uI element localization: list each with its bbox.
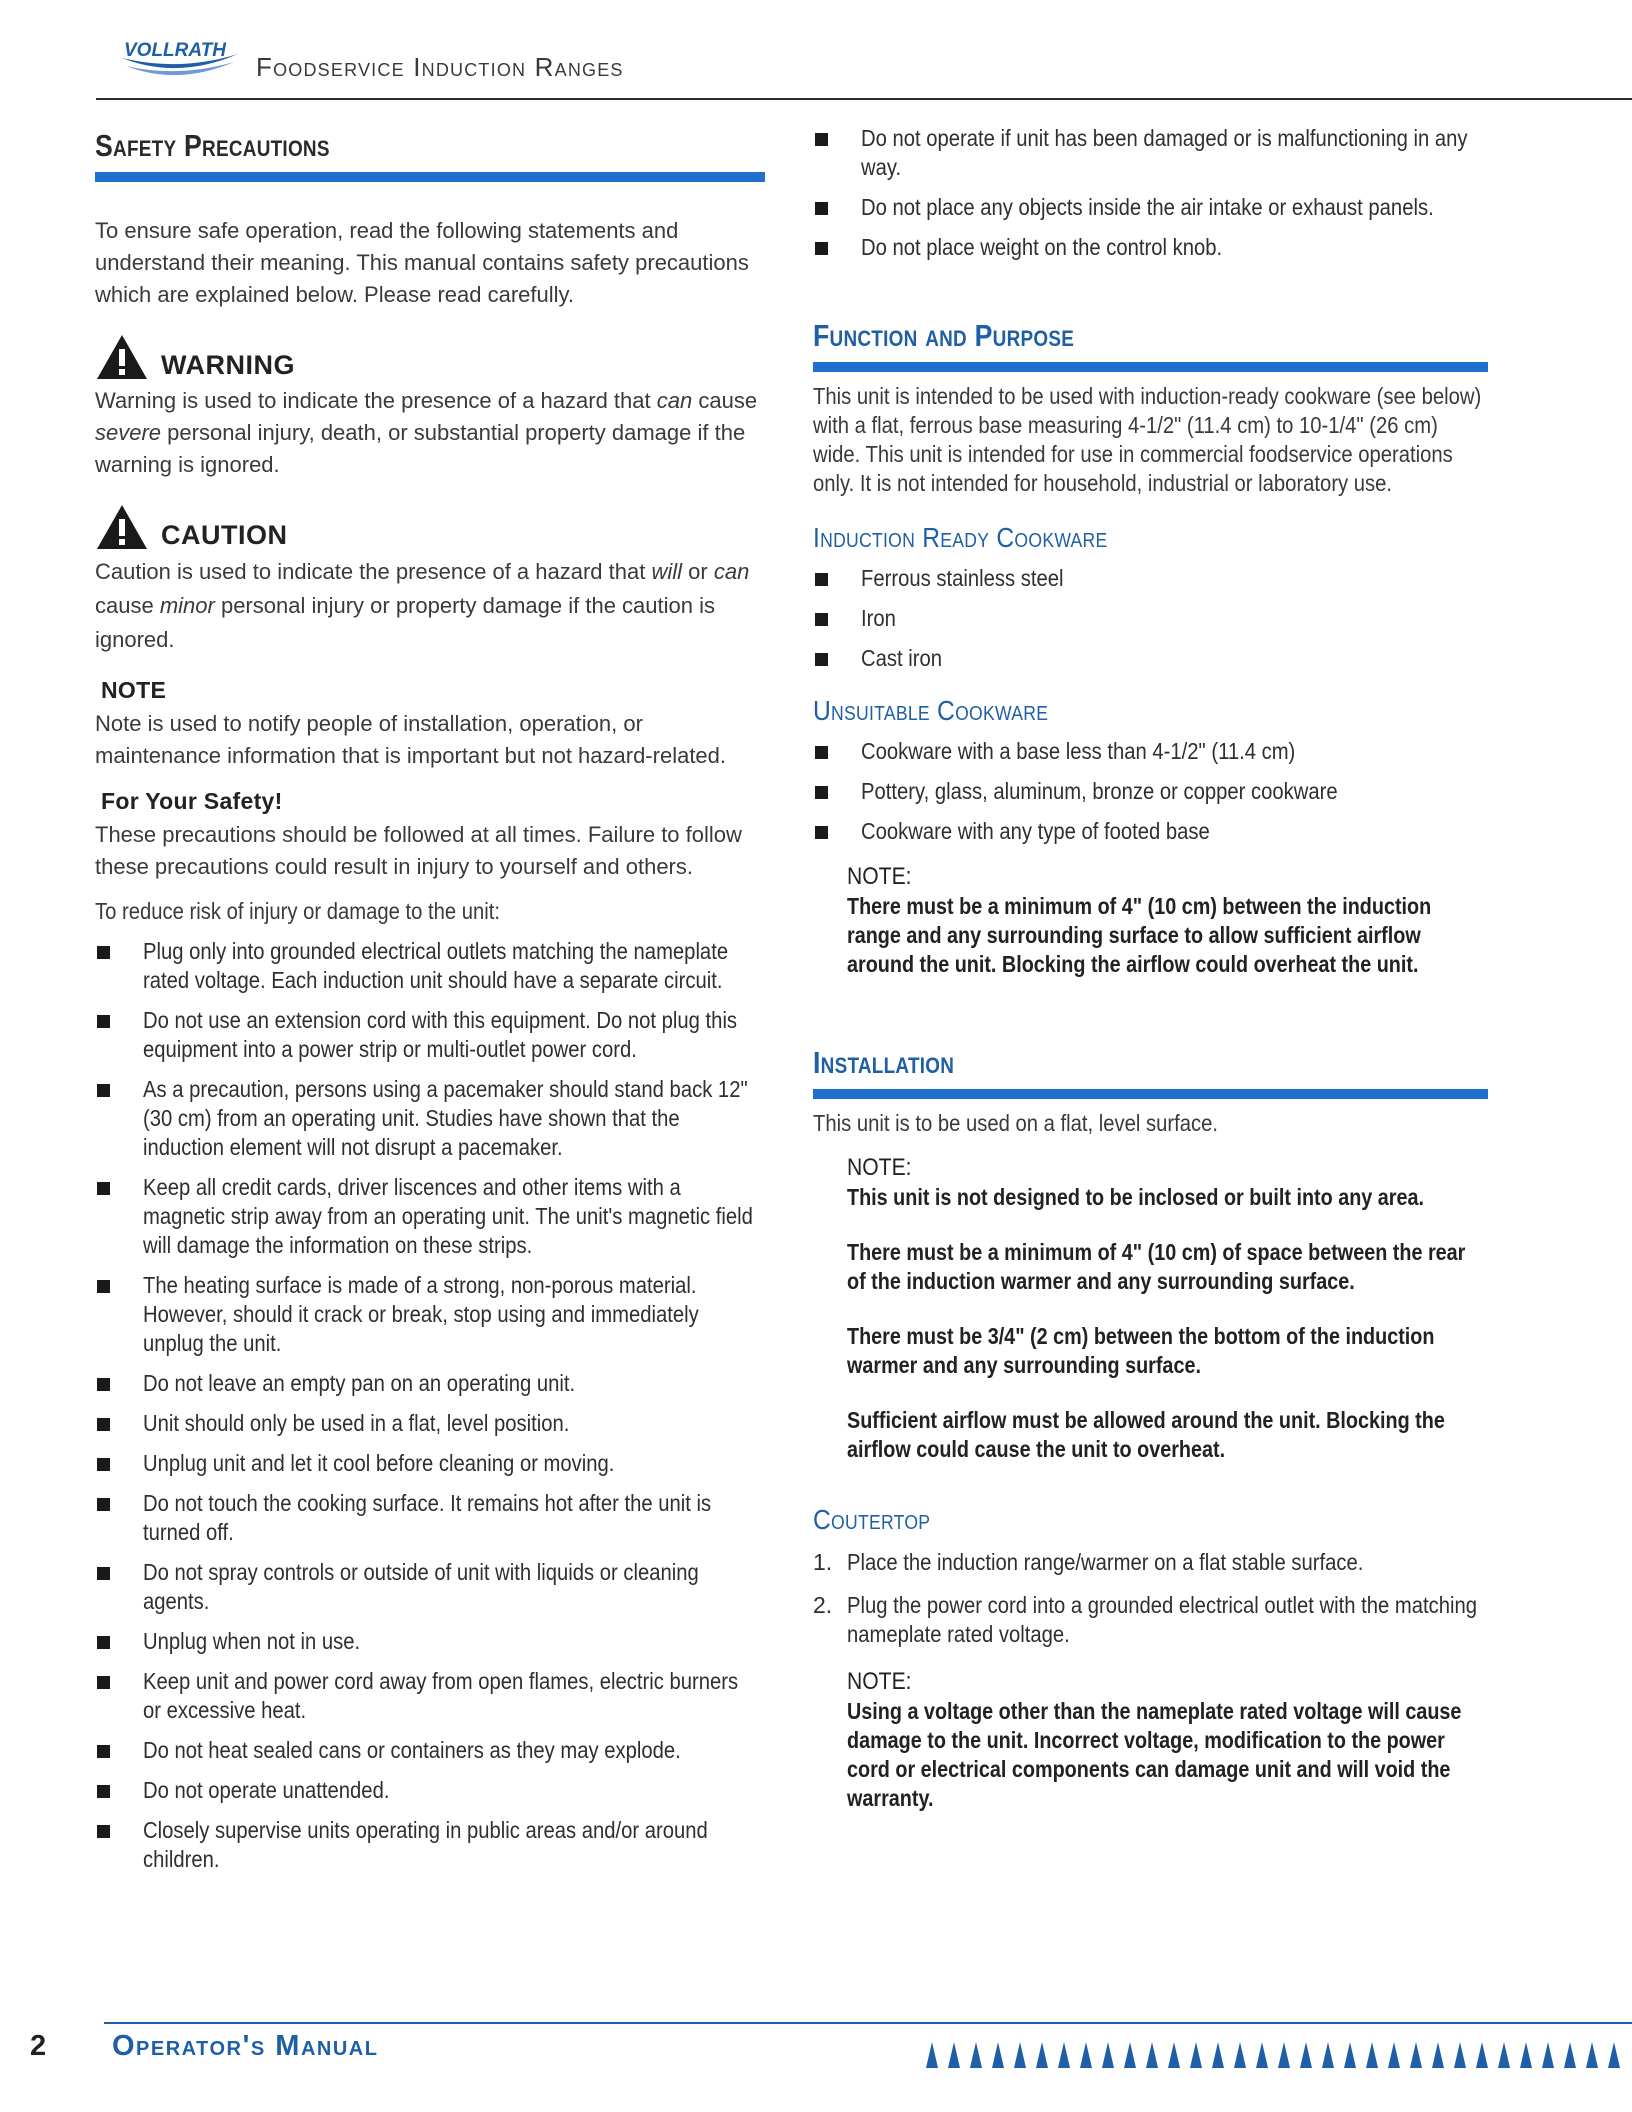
list-item: As a precaution, persons using a pacemaker should stand back 12" (30 cm) from an operating unit. Studies have shown that the induction element will not disrupt a pacemaker. [95,1075,765,1162]
safety-precautions-heading: Safety Precautions [95,128,330,163]
list-item: Keep unit and power cord away from open flames, electric burners or excessive heat. [95,1667,765,1725]
note-block [95,677,765,772]
list-item: Unplug when not in use. [95,1627,765,1656]
list-item: Do not operate if unit has been damaged or is malfunctioning in any way. [813,124,1488,182]
ready-cookware-list [813,564,1488,673]
list-item: Do not leave an empty pan on an operating unit. [95,1369,765,1398]
for-your-safety-label: For Your Safety! [101,788,283,814]
page-number: 2 [30,2030,47,2062]
note-line: There must be a minimum of 4" (10 cm) of space between the rear of the induction warmer and any surrounding surface. [847,1239,1466,1294]
footer-arrow-pattern [924,2040,1632,2070]
list-item: Unplug unit and let it cool before cleaning or moving. [95,1449,765,1478]
note-text: There must be a minimum of 4" (10 cm) between the induction range and any surrounding surface to allow sufficient airflow around the unit. Blocking the airflow could overheat the unit. [847,893,1432,977]
header-title: Foodservice Induction Ranges [256,52,624,82]
countertop-heading: Coutertop [813,1504,931,1535]
caution-icon [95,503,149,551]
step-item: 1. Place the induction range/warmer on a flat stable surface. [813,1549,1364,1575]
list-item: Do not touch the cooking surface. It remains hot after the unit is turned off. [95,1489,765,1547]
header-rule [96,98,1632,100]
footer-rule [104,2022,1632,2024]
installation-heading: Installation [813,1045,955,1080]
list-item: Do not operate unattended. [95,1776,765,1805]
list-item: Keep all credit cards, driver liscences and other items with a magnetic strip away from an operating unit. The unit's magnetic field will damage the information on these strips. [95,1173,765,1260]
operation-bullet-list [813,124,1488,262]
list-item: Do not place any objects inside the air intake or exhaust panels. [813,193,1488,222]
note-label: NOTE [101,677,167,703]
list-item: Cast iron [813,644,1488,673]
vollrath-logo [118,36,242,84]
warning-text: Warning is used to indicate the presence of a hazard that can cause severe personal injury, death, or substantial property damage if the warning is ignored. [95,388,758,477]
list-item: Do not use an extension cord with this equipment. Do not plug this equipment into a power strip or multi-outlet power cord. [95,1006,765,1064]
note-line: There must be 3/4" (2 cm) between the bottom of the induction warmer and any surrounding surface. [847,1323,1435,1378]
right-column [813,124,1488,1813]
caution-text: Caution is used to indicate the presence of a hazard that will or can cause minor personal injury or property damage if the caution is ignored. [95,559,750,652]
footer-title: Operator's Manual [112,2030,379,2062]
list-item: The heating surface is made of a strong, non-porous material. However, should it crack or break, stop using and immediately unplug the unit. [95,1271,765,1358]
note-label: NOTE: [847,1154,912,1181]
function-text: This unit is intended to be used with induction-ready cookware (see below) with a flat, ferrous base measuring 4-1/2" (11.4 cm) to 10-1/4" (26 cm) wide. This unit is intended for use in commercial foodservice operations only. It is not intended for household, industrial or laboratory use. [813,383,1482,496]
list-item: Cookware with a base less than 4-1/2" (11.4 cm) [813,737,1488,766]
list-item: Cookware with any type of footed base [813,817,1488,846]
countertop-steps [813,1548,1488,1649]
arrow-pattern-icon [924,2040,1632,2070]
warning-icon [95,333,149,381]
warning-label: WARNING [161,350,295,380]
vollrath-logo-graphic [118,36,242,84]
list-item: Pottery, glass, aluminum, bronze or copper cookware [813,777,1488,806]
note-line: This unit is not designed to be inclosed or built into any area. [847,1184,1424,1210]
safety-heading-rule [95,172,765,182]
note-label: NOTE: [847,863,912,890]
left-column [95,128,765,1874]
list-item: Ferrous stainless steel [813,564,1488,593]
voltage-note [813,1667,1488,1813]
unsuitable-cookware-list [813,737,1488,846]
list-item: Do not spray controls or outside of unit with liquids or cleaning agents. [95,1558,765,1616]
list-item: Do not place weight on the control knob. [813,233,1488,262]
reduce-risk-text: To reduce risk of injury or damage to the unit: [95,898,501,924]
list-item: Unit should only be used in a flat, level position. [95,1409,765,1438]
warning-block [95,333,765,481]
function-heading-rule [813,362,1488,372]
airflow-note [813,862,1488,979]
note-text: Using a voltage other than the nameplate rated voltage will cause damage to the unit. Incorrect voltage, modification to the power cord or electrical components can damage unit and will void the warranty. [847,1698,1462,1811]
list-item: Do not heat sealed cans or containers as they may explode. [95,1736,765,1765]
caution-label: CAUTION [161,520,288,550]
installation-text: This unit is to be used on a flat, level surface. [813,1110,1219,1136]
list-item: Closely supervise units operating in public areas and/or around children. [95,1816,765,1874]
induction-ready-heading: Induction Ready Cookware [813,522,1108,553]
safety-bullet-list [95,937,765,1874]
function-purpose-heading: Function and Purpose [813,318,1075,353]
list-item: Iron [813,604,1488,633]
caution-block [95,503,765,657]
note-line: Sufficient airflow must be allowed around the unit. Blocking the airflow could cause the unit to overheat. [847,1407,1445,1462]
note-label: NOTE: [847,1668,912,1695]
unsuitable-cookware-heading: Unsuitable Cookware [813,695,1049,726]
safety-intro: To ensure safe operation, read the following statements and understand their meaning. This manual contains safety precautions which are explained below. Please read carefully. [95,218,749,307]
note-text: Note is used to notify people of installation, operation, or maintenance information that is important but not hazard-related. [95,711,727,768]
installation-heading-rule [813,1089,1488,1099]
installation-note [813,1153,1488,1464]
for-your-safety-block [95,788,765,883]
for-your-safety-text: These precautions should be followed at all times. Failure to follow these precautions could result in injury to yourself and others. [95,822,742,879]
list-item: Plug only into grounded electrical outlets matching the nameplate rated voltage. Each induction unit should have a separate circuit. [95,937,765,995]
logo-text: VOLLRATH [124,40,227,61]
step-item: 2. Plug the power cord into a grounded electrical outlet with the matching nameplate rated voltage. [813,1592,1478,1647]
